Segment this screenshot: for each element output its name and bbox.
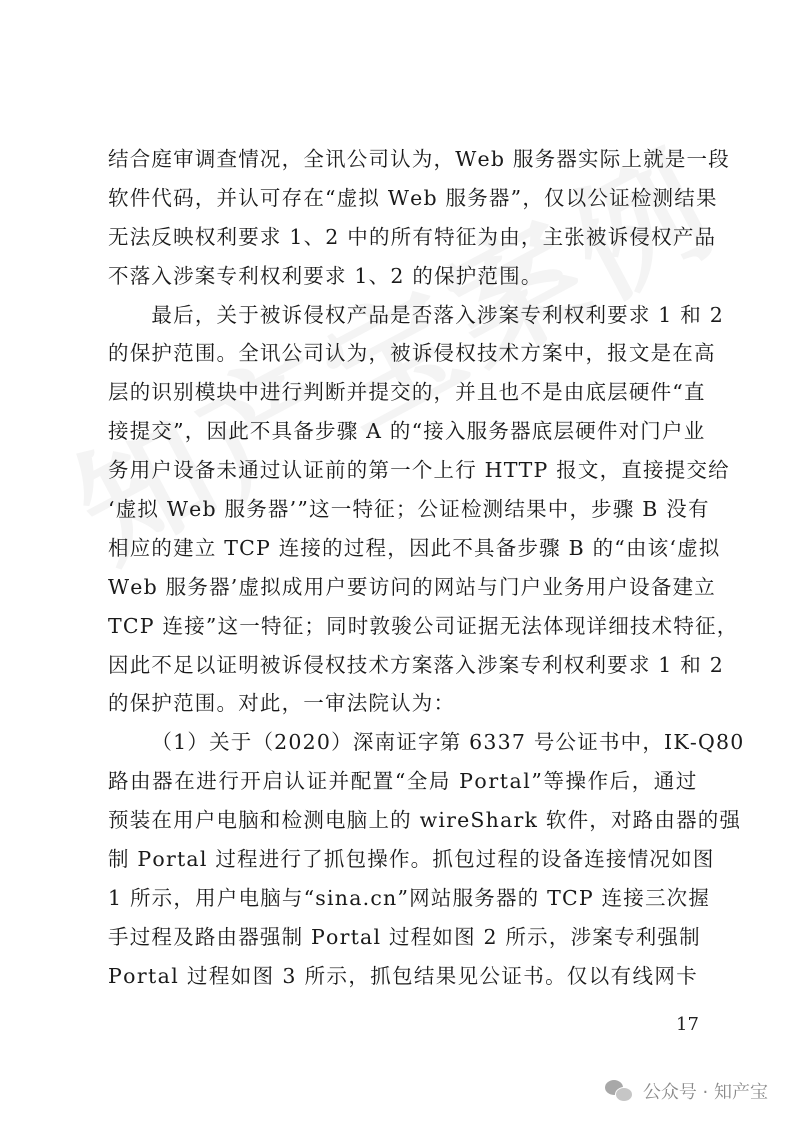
text-line: 务 用 户 设 备 未 通 过 认 证 前 的 第 一 个 上 行 H T T P 报 文 ， 直 接 提 交 给 — [108, 458, 730, 483]
text-line: （ 1 ） 关 于 （ 2 0 2 0 ） 深 南 证 字 第 6 3 3 7 号 公 证 书 中 ， I K - Q 8 0 — [151, 730, 745, 755]
wechat-icon — [605, 1078, 635, 1104]
text-line: 接 提 交 ” ， 因 此 不 具 备 步 骤 A 的 “ 接 入 服 务 器 底 层 硬 件 对 门 户 业 — [108, 419, 706, 444]
text-line: 软 件 代 码 ， 并 认 可 存 在 “ 虚 拟 W e b 服 务 器 ” ， 仅 以 公 证 检 测 结 果 — [108, 185, 718, 210]
text-line: 1 所 示 ， 用 户 电 脑 与 “ s i n a . c n ” 网 站 服 务 器 的 T C P 连 接 三 次 握 — [108, 885, 711, 910]
text-line: 相 应 的 建 立 T C P 连 接 的 过 程 ， 因 此 不 具 备 步 骤 B 的 “ 由 该 ‘ 虚 拟 — [108, 535, 721, 560]
text-line: 不落入涉案专利权利要求 1、2 的保护范围。 — [108, 263, 543, 288]
text-line: W e b 服 务 器 ’ 虚 拟 成 用 户 要 访 问 的 网 站 与 门 户 业 务 用 户 设 备 建 立 — [108, 574, 716, 599]
body-text — [108, 140, 745, 996]
footer-brand[interactable] — [605, 1078, 768, 1104]
text-line: 结 合 庭 审 调 查 情 况 ， 全 讯 公 司 认 为 ， W e b 服 务 器 实 际 上 就 是 一 段 — [108, 147, 730, 171]
text-line: 制 P o r t a l 过 程 进 行 了 抓 包 操 作 。 抓 包 过 程 的 设 备 连 接 情 况 如 图 — [108, 847, 715, 872]
text-line: 最 后 ， 关 于 被 诉 侵 权 产 品 是 否 落 入 涉 案 专 利 权 利 要 求 1 和 2 — [151, 302, 724, 327]
text-line: 无 法 反 映 权 利 要 求 1 、 2 中 的 所 有 特 征 为 由 ， 主 张 被 诉 侵 权 产 品 — [108, 224, 717, 249]
text-line: 的保护范围。对此，一审法院认为： — [108, 691, 456, 716]
text-line: P o r t a l 过 程 如 图 3 所 示 ， 抓 包 结 果 见 公 证 书 。 仅 以 有 线 网 卡 — [108, 963, 698, 988]
text-line: 预 装 在 用 户 电 脑 和 检 测 电 脑 上 的 w i r e S h a r k 软 件 ， 对 路 由 器 的 强 — [108, 808, 742, 833]
brand-label: 公众号 · 知产宝 — [642, 1082, 768, 1103]
text-line: 层 的 识 别 模 块 中 进 行 判 断 并 提 交 的 ， 并 且 也 不 是 由 底 层 硬 件 “ 直 — [108, 380, 706, 405]
text-line: 的 保 护 范 围 。 全 讯 公 司 认 为 ， 被 诉 侵 权 技 术 方 案 中 ， 报 文 是 在 高 — [108, 341, 716, 366]
text-line: ‘ 虚 拟 W e b 服 务 器 ’ ” 这 一 特 征 ； 公 证 检 测 结 果 中 ， 步 骤 B 没 有 — [108, 497, 710, 522]
page-number: 17 — [676, 1014, 699, 1035]
text-line: 因 此 不 足 以 证 明 被 诉 侵 权 技 术 方 案 落 入 涉 案 专 利 权 利 要 求 1 和 2 — [108, 652, 724, 677]
text-line: 手 过 程 及 路 由 器 强 制 P o r t a l 过 程 如 图 2 所 示 ， 涉 案 专 利 强 制 — [108, 924, 701, 949]
text-line: T C P 连 接 ” 这 一 特 征 ； 同 时 敦 骏 公 司 证 据 无 法 体 现 详 细 技 术 特 征 ， — [108, 613, 739, 638]
text-line: 路 由 器 在 进 行 开 启 认 证 并 配 置 “ 全 局 P o r t a l ” 等 操 作 后 ， 通 过 — [108, 769, 698, 794]
